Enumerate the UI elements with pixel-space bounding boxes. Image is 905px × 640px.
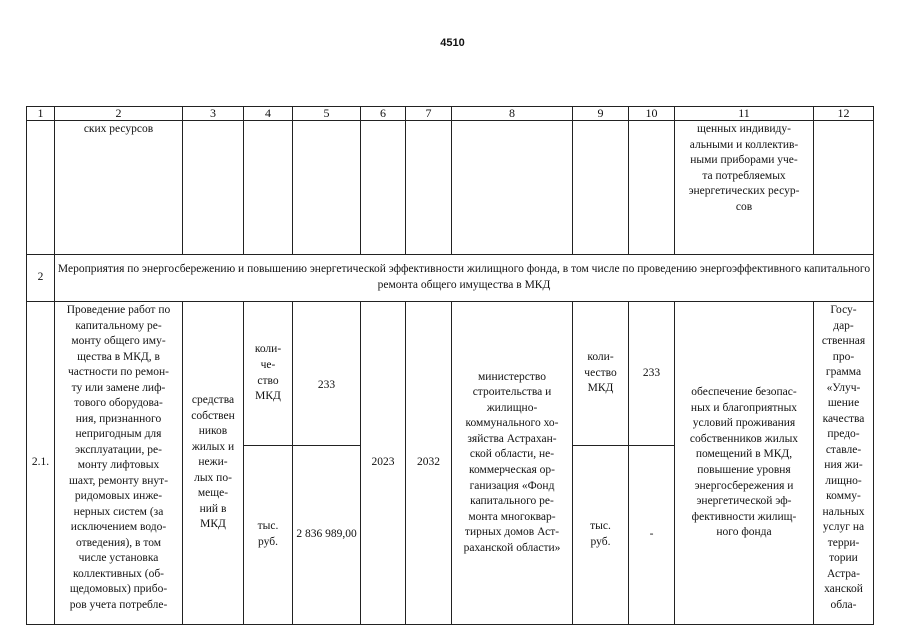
- unit-count: коли- че- ство МКД: [244, 302, 293, 446]
- empty-cell: [406, 121, 452, 255]
- value-money: 2 836 989,00: [293, 446, 361, 625]
- column-number: 5: [293, 107, 361, 121]
- section-number: 2: [27, 255, 55, 302]
- column-number: 10: [629, 107, 675, 121]
- continued-result: щенных индивиду- альными и коллектив- ными приборами уче- та потребляемых энергетических ресур- сов: [675, 121, 814, 255]
- measure-description: Проведение работ по капитальному ре- монту общего иму- щества в МКД, в частности по ремон- ту или замене лиф- тового оборудова- ния, признанного непригодным для эксплуатации, ре- монту лифтовых шахт, ремонту внут- ридомовых инже- нерных систем (за исключением водо- отведения), в том числе установка коллективных (об- щедомовых) прибо- ров учета потребле-: [55, 302, 183, 625]
- row-number: 2.1.: [27, 302, 55, 625]
- indicator-value-money: -: [629, 446, 675, 625]
- column-number: 9: [573, 107, 629, 121]
- funding-source: средства собствен ников жилых и нежи- лых по- меще- ний в МКД: [183, 302, 244, 625]
- expected-result: обеспечение безопас- ных и благоприятных условий проживания собственников жилых помещений в МКД, повышение уровня энергосбережения и энергетической эф- фективности жилищ- ного фонда: [675, 302, 814, 625]
- measures-table: [26, 106, 874, 625]
- executor: министерство строительства и жилищно- коммунального хо- зяйства Астрахан- ской области, не- коммерческая ор- ганизация «Фонд капитального ре- монта многоквар- тирных домов Аст- раханской области»: [452, 302, 573, 625]
- indicator-value-count: 233: [629, 302, 675, 446]
- column-number: 7: [406, 107, 452, 121]
- empty-cell: [573, 121, 629, 255]
- table-row: [27, 302, 874, 446]
- column-number: 11: [675, 107, 814, 121]
- continuation-row: [27, 121, 874, 255]
- empty-cell: [27, 121, 55, 255]
- empty-cell: [293, 121, 361, 255]
- state-program: Госу- дар- ственная про- грамма «Улуч- шение качества предо- ставле- ния жи- лищно- комму- нальных услуг на терри- тории Астра- ханской обла-: [814, 302, 874, 625]
- indicator-unit-count: коли- чество МКД: [573, 302, 629, 446]
- empty-cell: [244, 121, 293, 255]
- empty-cell: [452, 121, 573, 255]
- section-title: Мероприятия по энергосбережению и повышению энергетической эффективности жилищного фонда, в том числе по проведению энергоэффективного капитального ремонта общего имущества в МКД: [55, 255, 874, 302]
- column-number: 8: [452, 107, 573, 121]
- continued-description: ских ресурсов: [55, 121, 183, 255]
- empty-cell: [814, 121, 874, 255]
- column-number: 3: [183, 107, 244, 121]
- page-number: 4510: [440, 37, 465, 49]
- column-number: 6: [361, 107, 406, 121]
- indicator-unit-money: тыс. руб.: [573, 446, 629, 625]
- value-count: 233: [293, 302, 361, 446]
- column-number: 12: [814, 107, 874, 121]
- empty-cell: [183, 121, 244, 255]
- year-end: 2032: [406, 302, 452, 625]
- empty-cell: [361, 121, 406, 255]
- header-row: [27, 107, 874, 121]
- column-number: 4: [244, 107, 293, 121]
- empty-cell: [629, 121, 675, 255]
- year-start: 2023: [361, 302, 406, 625]
- section-row: [27, 255, 874, 302]
- unit-money: тыс. руб.: [244, 446, 293, 625]
- column-number: 2: [55, 107, 183, 121]
- column-number: 1: [27, 107, 55, 121]
